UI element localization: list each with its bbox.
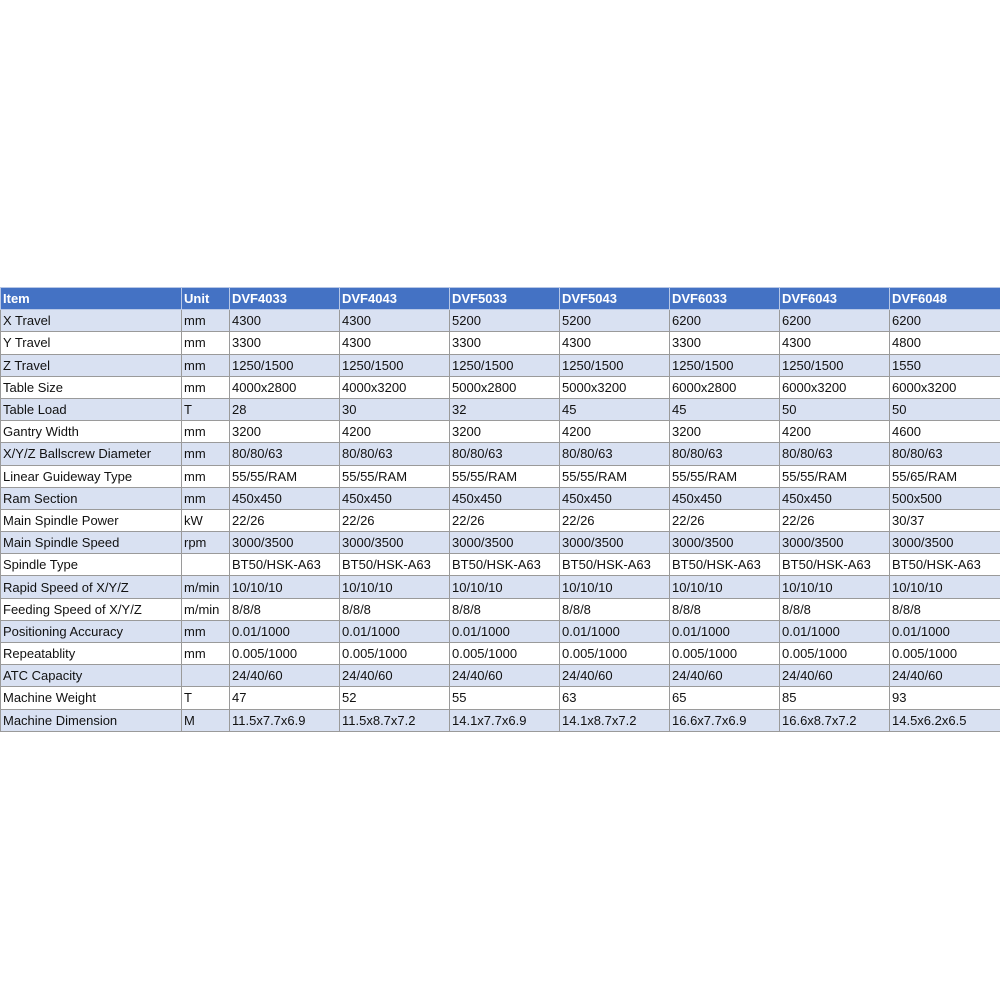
row-value-cell: 3000/3500	[890, 532, 1000, 554]
row-value-cell: 55/55/RAM	[560, 465, 670, 487]
row-item-label: Rapid Speed of X/Y/Z	[1, 576, 182, 598]
row-unit: mm	[182, 354, 230, 376]
row-item-label: Machine Dimension	[1, 709, 182, 731]
row-item-label: Feeding Speed of X/Y/Z	[1, 598, 182, 620]
row-value-cell: 0.005/1000	[890, 643, 1000, 665]
row-value-cell: 14.1x7.7x6.9	[450, 709, 560, 731]
row-value-cell: 4300	[340, 310, 450, 332]
row-value-cell: 10/10/10	[230, 576, 340, 598]
row-unit	[182, 554, 230, 576]
row-item-label: Z Travel	[1, 354, 182, 376]
row-item-label: Main Spindle Power	[1, 509, 182, 531]
row-value-cell: 450x450	[230, 487, 340, 509]
row-item-label: Main Spindle Speed	[1, 532, 182, 554]
row-item-label: Positioning Accuracy	[1, 620, 182, 642]
row-value-cell: 55	[450, 687, 560, 709]
row-value-cell: 1550	[890, 354, 1000, 376]
row-item-label: Gantry Width	[1, 421, 182, 443]
row-item-label: Linear Guideway Type	[1, 465, 182, 487]
row-value-cell: 24/40/60	[230, 665, 340, 687]
row-value-cell: 14.5x6.2x6.5	[890, 709, 1000, 731]
row-unit	[182, 665, 230, 687]
row-value-cell: 4800	[890, 332, 1000, 354]
header-model: DVF6043	[780, 288, 890, 310]
spec-table-body	[1, 310, 1000, 732]
row-item-label: X/Y/Z Ballscrew Diameter	[1, 443, 182, 465]
row-unit: m/min	[182, 576, 230, 598]
row-value-cell: 6200	[890, 310, 1000, 332]
row-value-cell: 0.01/1000	[340, 620, 450, 642]
row-value-cell: 3200	[670, 421, 780, 443]
row-value-cell: 32	[450, 398, 560, 420]
row-value-cell: 500x500	[890, 487, 1000, 509]
row-value-cell: 1250/1500	[560, 354, 670, 376]
row-value-cell: 80/80/63	[560, 443, 670, 465]
row-value-cell: 93	[890, 687, 1000, 709]
header-unit: Unit	[182, 288, 230, 310]
row-unit: mm	[182, 465, 230, 487]
row-value-cell: 8/8/8	[890, 598, 1000, 620]
row-value-cell: BT50/HSK-A63	[890, 554, 1000, 576]
row-value-cell: 3200	[230, 421, 340, 443]
row-value-cell: 10/10/10	[560, 576, 670, 598]
row-value-cell: 0.005/1000	[780, 643, 890, 665]
table-row	[1, 487, 1000, 509]
row-item-label: Spindle Type	[1, 554, 182, 576]
row-value-cell: 24/40/60	[670, 665, 780, 687]
row-unit: rpm	[182, 532, 230, 554]
row-value-cell: 8/8/8	[230, 598, 340, 620]
row-value-cell: 10/10/10	[340, 576, 450, 598]
header-model: DVF6048	[890, 288, 1000, 310]
table-row	[1, 709, 1000, 731]
row-value-cell: 6000x2800	[670, 376, 780, 398]
header-model: DVF5033	[450, 288, 560, 310]
row-value-cell: 1250/1500	[230, 354, 340, 376]
row-value-cell: 55/55/RAM	[670, 465, 780, 487]
table-row	[1, 509, 1000, 531]
row-value-cell: 450x450	[780, 487, 890, 509]
row-value-cell: 1250/1500	[670, 354, 780, 376]
row-value-cell: 3000/3500	[670, 532, 780, 554]
table-row	[1, 665, 1000, 687]
row-value-cell: 24/40/60	[780, 665, 890, 687]
row-value-cell: 80/80/63	[670, 443, 780, 465]
table-row	[1, 532, 1000, 554]
row-value-cell: 80/80/63	[780, 443, 890, 465]
row-unit: mm	[182, 643, 230, 665]
row-unit: mm	[182, 332, 230, 354]
row-value-cell: 4600	[890, 421, 1000, 443]
row-value-cell: BT50/HSK-A63	[450, 554, 560, 576]
row-value-cell: 80/80/63	[230, 443, 340, 465]
row-value-cell: 0.005/1000	[450, 643, 560, 665]
row-value-cell: 3000/3500	[450, 532, 560, 554]
header-item: Item	[1, 288, 182, 310]
row-item-label: Table Load	[1, 398, 182, 420]
row-value-cell: 3300	[230, 332, 340, 354]
row-unit: mm	[182, 620, 230, 642]
row-value-cell: 8/8/8	[450, 598, 560, 620]
row-value-cell: 0.01/1000	[230, 620, 340, 642]
row-value-cell: 63	[560, 687, 670, 709]
row-value-cell: 50	[780, 398, 890, 420]
row-value-cell: 450x450	[670, 487, 780, 509]
row-value-cell: 450x450	[450, 487, 560, 509]
row-value-cell: 24/40/60	[340, 665, 450, 687]
row-value-cell: 5000x2800	[450, 376, 560, 398]
table-row	[1, 443, 1000, 465]
row-value-cell: 0.005/1000	[670, 643, 780, 665]
row-value-cell: 28	[230, 398, 340, 420]
spec-table-header	[1, 288, 1000, 310]
row-value-cell: 47	[230, 687, 340, 709]
header-model: DVF4033	[230, 288, 340, 310]
row-value-cell: 0.005/1000	[560, 643, 670, 665]
row-value-cell: BT50/HSK-A63	[230, 554, 340, 576]
row-value-cell: 10/10/10	[670, 576, 780, 598]
row-value-cell: 0.01/1000	[890, 620, 1000, 642]
row-unit: mm	[182, 487, 230, 509]
row-value-cell: 4200	[560, 421, 670, 443]
row-value-cell: 30	[340, 398, 450, 420]
row-value-cell: 0.01/1000	[450, 620, 560, 642]
table-row	[1, 576, 1000, 598]
row-value-cell: 8/8/8	[340, 598, 450, 620]
row-value-cell: 14.1x8.7x7.2	[560, 709, 670, 731]
row-value-cell: 6000x3200	[780, 376, 890, 398]
table-row	[1, 554, 1000, 576]
row-value-cell: 0.01/1000	[560, 620, 670, 642]
row-value-cell: 50	[890, 398, 1000, 420]
row-value-cell: 3300	[450, 332, 560, 354]
row-value-cell: 22/26	[340, 509, 450, 531]
table-row	[1, 687, 1000, 709]
row-value-cell: 450x450	[340, 487, 450, 509]
row-unit: mm	[182, 443, 230, 465]
row-unit: kW	[182, 509, 230, 531]
row-value-cell: 5200	[450, 310, 560, 332]
row-unit: mm	[182, 376, 230, 398]
row-value-cell: 6000x3200	[890, 376, 1000, 398]
row-value-cell: 1250/1500	[340, 354, 450, 376]
row-value-cell: 4000x2800	[230, 376, 340, 398]
row-unit: mm	[182, 421, 230, 443]
row-value-cell: 3000/3500	[780, 532, 890, 554]
row-value-cell: BT50/HSK-A63	[780, 554, 890, 576]
row-value-cell: 0.01/1000	[670, 620, 780, 642]
row-value-cell: 55/65/RAM	[890, 465, 1000, 487]
row-value-cell: 8/8/8	[560, 598, 670, 620]
row-value-cell: 3000/3500	[560, 532, 670, 554]
row-value-cell: 52	[340, 687, 450, 709]
row-item-label: Ram Section	[1, 487, 182, 509]
row-item-label: Table Size	[1, 376, 182, 398]
row-value-cell: BT50/HSK-A63	[670, 554, 780, 576]
row-value-cell: 16.6x7.7x6.9	[670, 709, 780, 731]
row-value-cell: 80/80/63	[450, 443, 560, 465]
row-value-cell: 55/55/RAM	[340, 465, 450, 487]
row-value-cell: 85	[780, 687, 890, 709]
row-value-cell: 30/37	[890, 509, 1000, 531]
row-value-cell: 4300	[780, 332, 890, 354]
row-value-cell: 6200	[780, 310, 890, 332]
row-unit: T	[182, 687, 230, 709]
table-row	[1, 310, 1000, 332]
row-item-label: Machine Weight	[1, 687, 182, 709]
row-value-cell: 1250/1500	[780, 354, 890, 376]
row-value-cell: 45	[560, 398, 670, 420]
row-value-cell: 8/8/8	[780, 598, 890, 620]
row-value-cell: 3300	[670, 332, 780, 354]
row-item-label: Y Travel	[1, 332, 182, 354]
row-value-cell: 3000/3500	[230, 532, 340, 554]
table-row	[1, 620, 1000, 642]
table-row	[1, 421, 1000, 443]
row-value-cell: 22/26	[560, 509, 670, 531]
row-value-cell: 10/10/10	[450, 576, 560, 598]
row-value-cell: 4300	[340, 332, 450, 354]
row-value-cell: 4300	[230, 310, 340, 332]
row-unit: m/min	[182, 598, 230, 620]
row-value-cell: 4300	[560, 332, 670, 354]
row-value-cell: 4200	[780, 421, 890, 443]
table-row	[1, 376, 1000, 398]
table-row	[1, 398, 1000, 420]
row-value-cell: BT50/HSK-A63	[340, 554, 450, 576]
row-value-cell: 55/55/RAM	[780, 465, 890, 487]
row-value-cell: 0.005/1000	[230, 643, 340, 665]
row-value-cell: 24/40/60	[450, 665, 560, 687]
row-value-cell: 22/26	[780, 509, 890, 531]
row-value-cell: 65	[670, 687, 780, 709]
row-unit: M	[182, 709, 230, 731]
row-item-label: ATC Capacity	[1, 665, 182, 687]
row-value-cell: 8/8/8	[670, 598, 780, 620]
row-item-label: X Travel	[1, 310, 182, 332]
row-value-cell: 16.6x8.7x7.2	[780, 709, 890, 731]
row-value-cell: 55/55/RAM	[450, 465, 560, 487]
row-value-cell: 22/26	[230, 509, 340, 531]
row-value-cell: 80/80/63	[890, 443, 1000, 465]
row-value-cell: 11.5x8.7x7.2	[340, 709, 450, 731]
row-value-cell: 450x450	[560, 487, 670, 509]
spec-table	[0, 287, 1000, 732]
row-item-label: Repeatablity	[1, 643, 182, 665]
row-value-cell: 24/40/60	[890, 665, 1000, 687]
table-row	[1, 354, 1000, 376]
row-value-cell: 10/10/10	[780, 576, 890, 598]
row-value-cell: 10/10/10	[890, 576, 1000, 598]
row-value-cell: 55/55/RAM	[230, 465, 340, 487]
header-model: DVF5043	[560, 288, 670, 310]
row-value-cell: 80/80/63	[340, 443, 450, 465]
header-model: DVF4043	[340, 288, 450, 310]
row-value-cell: 22/26	[670, 509, 780, 531]
table-row	[1, 643, 1000, 665]
row-value-cell: 45	[670, 398, 780, 420]
row-value-cell: 0.01/1000	[780, 620, 890, 642]
table-row	[1, 332, 1000, 354]
row-value-cell: 22/26	[450, 509, 560, 531]
header-model: DVF6033	[670, 288, 780, 310]
row-unit: T	[182, 398, 230, 420]
row-value-cell: 11.5x7.7x6.9	[230, 709, 340, 731]
row-value-cell: 3000/3500	[340, 532, 450, 554]
row-value-cell: BT50/HSK-A63	[560, 554, 670, 576]
row-unit: mm	[182, 310, 230, 332]
header-row	[1, 288, 1000, 310]
row-value-cell: 6200	[670, 310, 780, 332]
row-value-cell: 3200	[450, 421, 560, 443]
row-value-cell: 0.005/1000	[340, 643, 450, 665]
row-value-cell: 5200	[560, 310, 670, 332]
row-value-cell: 1250/1500	[450, 354, 560, 376]
row-value-cell: 24/40/60	[560, 665, 670, 687]
row-value-cell: 4200	[340, 421, 450, 443]
row-value-cell: 4000x3200	[340, 376, 450, 398]
table-row	[1, 465, 1000, 487]
row-value-cell: 5000x3200	[560, 376, 670, 398]
table-row	[1, 598, 1000, 620]
